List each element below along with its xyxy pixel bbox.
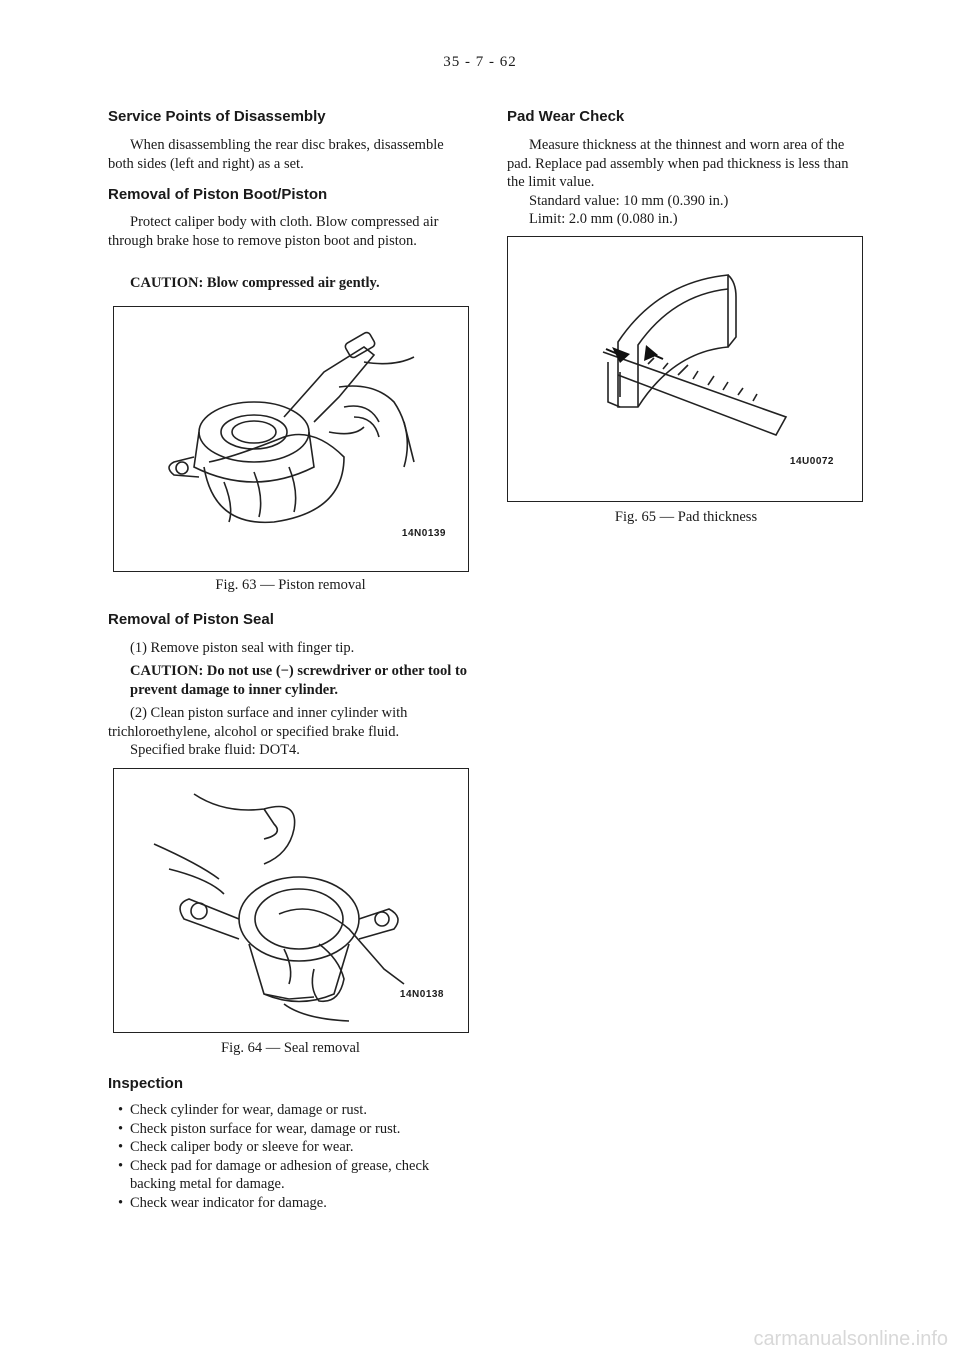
figure-piston-removal [113,306,469,572]
heading-inspection: Inspection [108,1075,184,1092]
text-seal-step1: (1) Remove piston seal with finger tip. [130,640,355,656]
caption-fig63: Fig. 63 — Piston removal [215,577,366,593]
heading-disassembly: Service Points of Disassembly [108,108,326,125]
figure-seal-removal [113,768,469,1033]
figure-code-63: 14N0139 [401,528,446,539]
text-limit-value: Limit: 2.0 mm (0.080 in.) [529,211,678,227]
heading-piston-boot: Removal of Piston Boot/Piston [108,186,328,203]
inspection-item: • Check piston surface for wear, damage or rust. [108,1120,473,1139]
figure-pad-thickness [507,236,863,502]
heading-piston-seal: Removal of Piston Seal [108,611,274,628]
text-pad-wear: Measure thickness at the thinnest and worn area of the pad. Replace pad assembly when pad thickness is less than the limit value. [507,137,849,190]
page-number: 35 - 7 - 62 [443,54,517,70]
text-seal-step2: (2) Clean piston surface and inner cylinder with trichloroethylene, alcohol or specified brake fluid. [108,705,408,740]
figure-code-64: 14N0138 [399,989,444,1000]
inspection-item: • Check pad for damage or adhesion of grease, check backing metal for damage. [108,1157,473,1194]
text-brake-fluid: Specified brake fluid: DOT4. [130,742,300,758]
text-standard-value: Standard value: 10 mm (0.390 in.) [529,193,729,209]
heading-pad-wear: Pad Wear Check [507,108,625,125]
inspection-item: • Check caliper body or sleeve for wear. [108,1138,473,1157]
caption-fig64: Fig. 64 — Seal removal [221,1040,360,1056]
inspection-item: • Check cylinder for wear, damage or rust. [108,1101,473,1120]
caution-compressed-air: CAUTION: Blow compressed air gently. [130,275,380,291]
caption-fig65: Fig. 65 — Pad thickness [614,509,758,525]
text-disassembly: When disassembling the rear disc brakes, disassemble both sides (left and right) as a set. [108,137,444,172]
figure-code-65: 14U0072 [789,456,834,467]
caution-screwdriver: CAUTION: Do not use (−) screwdriver or other tool to prevent damage to inner cylinder. [130,663,468,698]
watermark-footer: carmanualsonline.info [753,1328,948,1350]
text-piston-boot: Protect caliper body with cloth. Blow compressed air through brake hose to remove piston boot and piston. [108,214,439,249]
inspection-item: • Check wear indicator for damage. [108,1194,473,1213]
inspection-list [108,1101,473,1212]
